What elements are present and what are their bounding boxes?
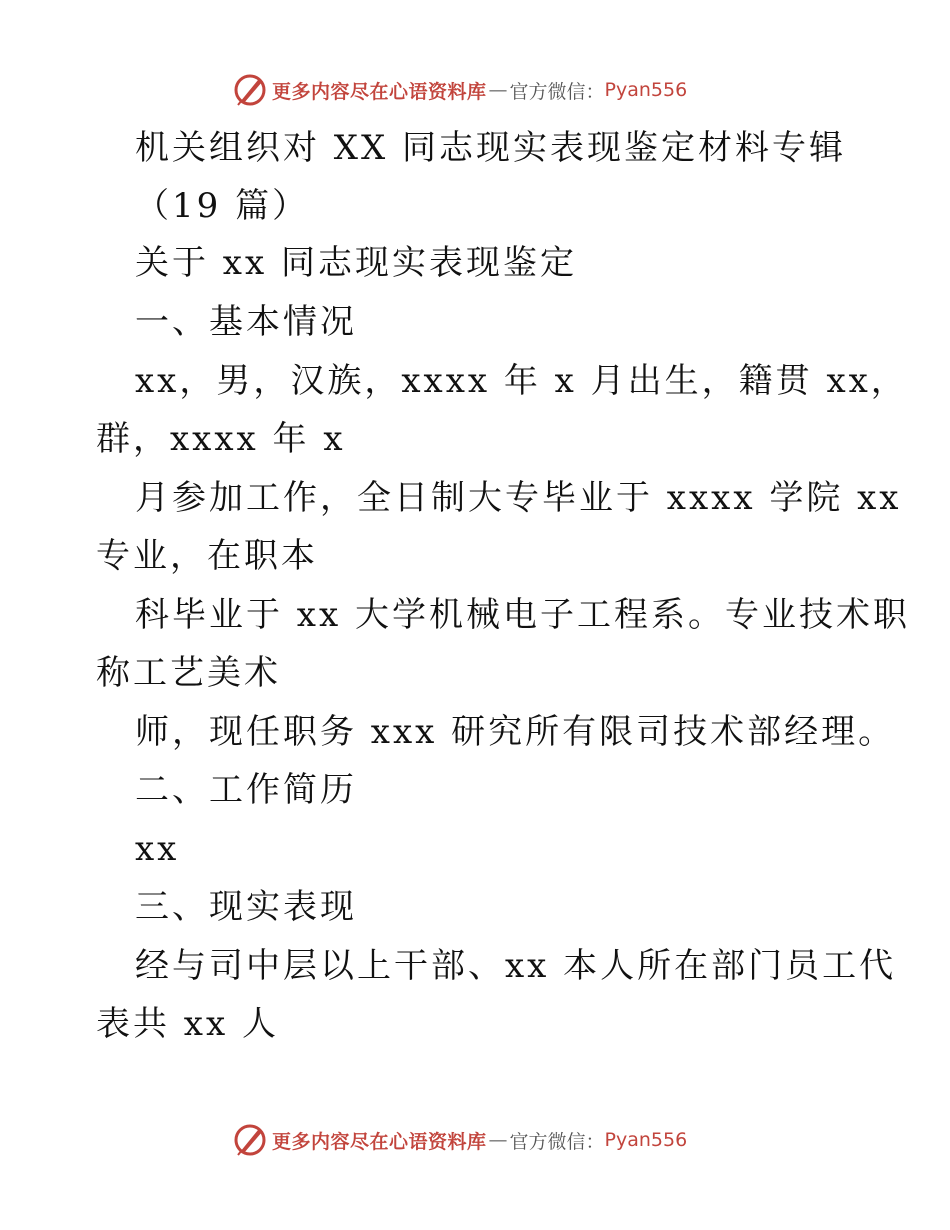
section-heading: 一、基本情况: [135, 302, 357, 342]
paragraph-line: 月参加工作，全日制大专毕业于 xxxx 学院 xx: [135, 478, 902, 518]
quill-logo-icon: [232, 72, 268, 108]
paragraph-line: 表共 xx 人: [96, 1004, 279, 1044]
paragraph-line: xx: [135, 829, 180, 869]
banner-separator: —: [488, 1129, 508, 1151]
quill-logo-icon: [232, 1122, 268, 1158]
banner-wechat-label: 官方微信：: [509, 1130, 605, 1153]
header-banner: [232, 70, 687, 110]
section-heading: 二、工作简历: [135, 770, 357, 810]
banner-slogan: 更多内容尽在心语资料库: [272, 80, 487, 103]
section-heading: 三、现实表现: [135, 887, 357, 927]
paragraph-line: 经与司中层以上干部、xx 本人所在部门员工代: [135, 946, 897, 986]
paragraph-line: 群，xxxx 年 x: [96, 419, 346, 459]
banner-separator: —: [488, 79, 508, 101]
banner-wechat-label: 官方微信：: [509, 80, 605, 103]
banner-wechat-id: Pyan556: [604, 1129, 688, 1151]
footer-banner: [232, 1120, 687, 1160]
paragraph-line: 称工艺美术: [96, 653, 281, 693]
document-subtitle: （19 篇）: [135, 186, 310, 226]
document-title: 机关组织对 XX 同志现实表现鉴定材料专辑: [135, 128, 847, 168]
paragraph-line: 专业，在职本: [96, 536, 318, 576]
section-heading: 关于 xx 同志现实表现鉴定: [135, 243, 577, 283]
banner-wechat-id: Pyan556: [604, 79, 688, 101]
banner-slogan: 更多内容尽在心语资料库: [272, 1130, 487, 1153]
paragraph-line: 科毕业于 xx 大学机械电子工程系。专业技术职: [135, 595, 910, 635]
paragraph-line: xx，男，汉族，xxxx 年 x 月出生，籍贯 xx，: [135, 361, 908, 401]
paragraph-line: 师，现任职务 xxx 研究所有限司技术部经理。: [135, 712, 896, 752]
